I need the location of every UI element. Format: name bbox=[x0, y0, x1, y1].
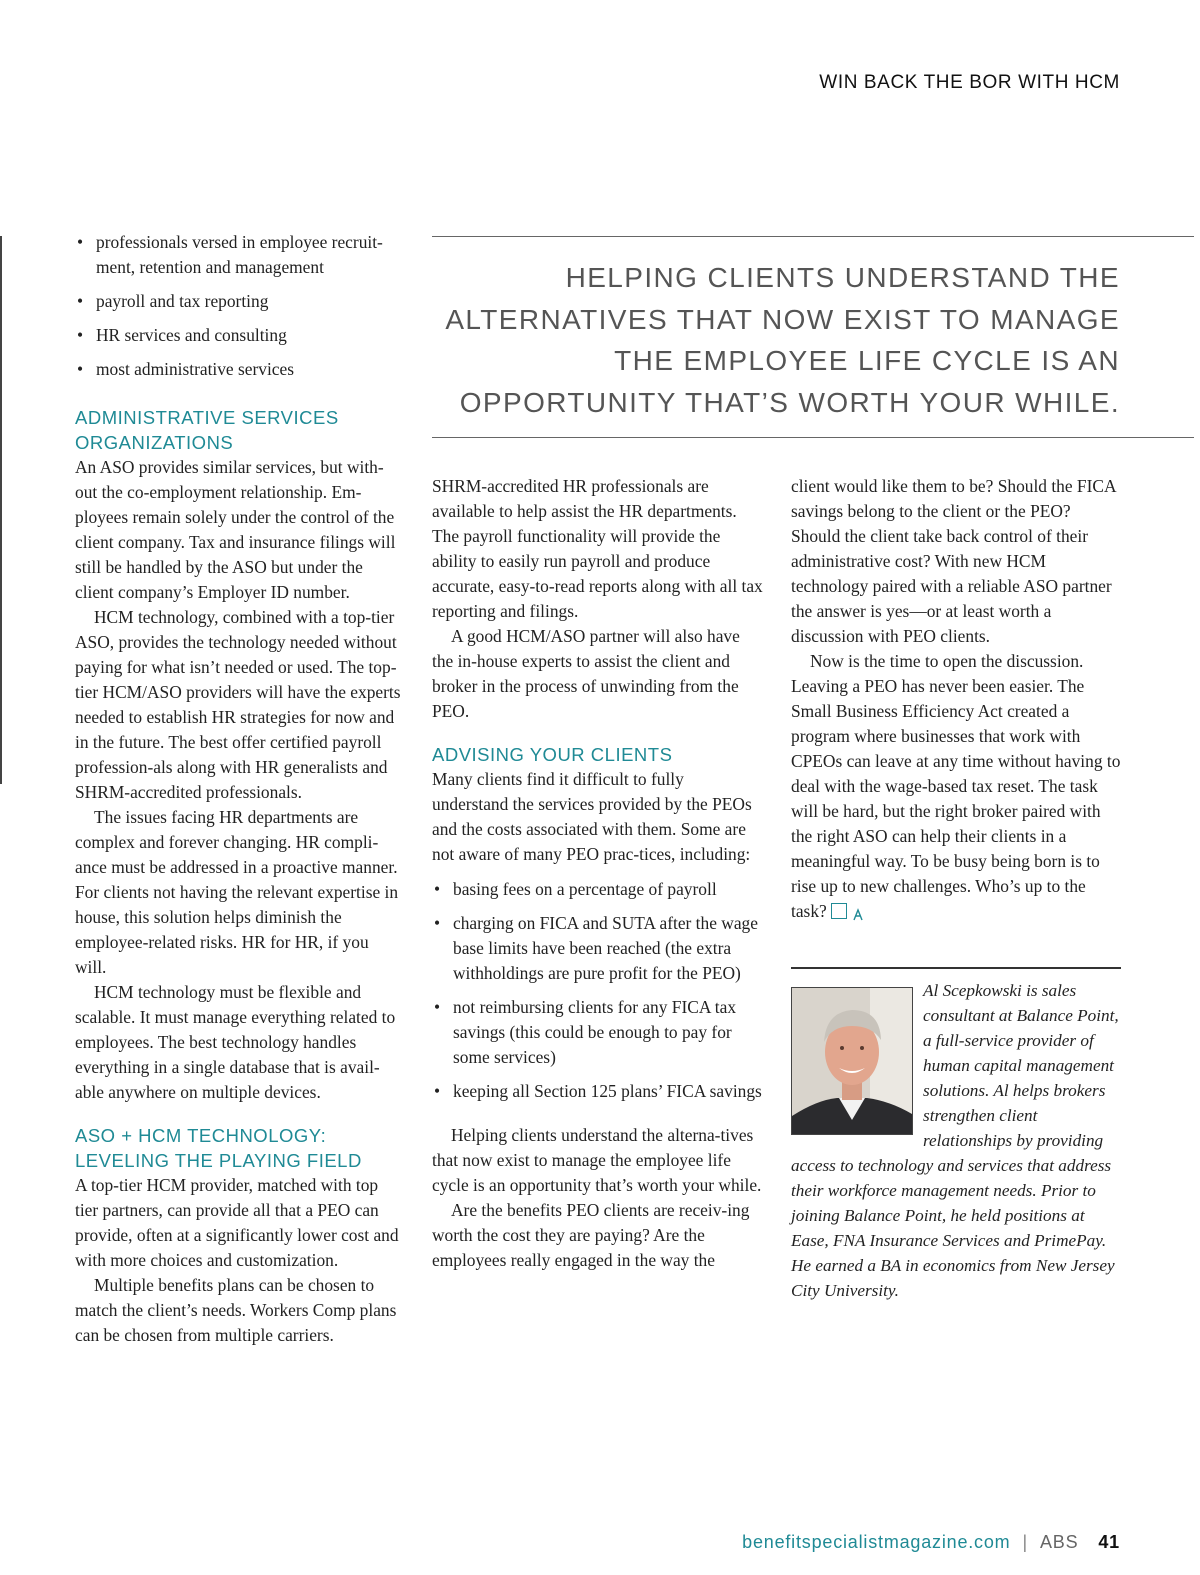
list-item: • professionals versed in employee recruit-ment, retention and management bbox=[75, 230, 403, 280]
list-item: • most administrative services bbox=[75, 357, 403, 382]
author-bio bbox=[791, 978, 1123, 1303]
body-paragraph: An ASO provides similar services, but with-out the co-employment relationship. Em-ployees remain solely under the control of the client company. Tax and insurance filings will still be handled by the ASO but under the client company’s Employer ID number. bbox=[75, 457, 396, 602]
page-number: 41 bbox=[1098, 1532, 1120, 1552]
page-footer bbox=[742, 1532, 1120, 1553]
list-item: • keeping all Section 125 plans’ FICA savings bbox=[432, 1079, 764, 1104]
column-1 bbox=[75, 230, 403, 1348]
list-item: • not reimbursing clients for any FICA tax savings (this could be enough to pay for some services) bbox=[432, 995, 764, 1070]
services-bullet-list bbox=[75, 230, 403, 382]
body-paragraph: client would like them to be? Should the FICA savings belong to the client or the PEO? Should the client take back control of their administrative cost? With new HCM technology paired with a reliable ASO partner the answer is yes—or at least worth a discussion with PEO clients. bbox=[791, 476, 1116, 646]
aso-subheading: ADMINISTRATIVE SERVICES ORGANIZATIONS bbox=[75, 407, 339, 453]
body-paragraph: Are the benefits PEO clients are receiv-ing worth the cost they are paying? Are the employees really engaged in the way the bbox=[432, 1200, 750, 1270]
body-paragraph: SHRM-accredited HR professionals are available to help assist the HR departments. The payroll functionality will provide the ability to easily run payroll and produce accurate, easy-to-read reports along with all tax reporting and filings. bbox=[432, 476, 763, 621]
body-paragraph: HCM technology, combined with a top-tier ASO, provides the technology needed without paying for what isn’t needed or used. The top-tier HCM/ASO providers will have the experts needed to establish HR strategies for now and in the future. The best offer certified payroll profession-als along with HR generalists and SHRM-accredited professionals. bbox=[75, 607, 401, 802]
bio-text: Al Scepkowski is sales consultant at Balance Point, a full-service provider of human capital management solutions. Al helps brokers strengthen client relationships by providing access to technology and services that address their workforce management needs. Prior to joining Balance Point, he held positions at Ease, FNA Insurance Services and PrimePay. He earned a BA in economics from New Jersey City University. bbox=[791, 981, 1119, 1300]
peo-practices-bullet-list bbox=[432, 877, 764, 1104]
body-paragraph: HCM technology must be flexible and scalable. It must manage everything related to employees. The best technology handles everything in a single database that is avail-able anywhere on multiple devices. bbox=[75, 982, 396, 1102]
closing-paragraph-text: Now is the time to open the discussion. Leaving a PEO has never been easier. The Small Business Efficiency Act created a program where businesses that work with CPEOs can leave at any time without having to deal with the wage-based tax reset. The task will be hard, but the right broker paired with the right ASO can help their clients in a meaningful way. To be busy being born is to rise up to new challenges. Who’s up to the task? bbox=[791, 651, 1121, 921]
body-paragraph bbox=[791, 649, 1123, 924]
body-paragraph: Helping clients understand the alterna-tives that now exist to manage the employee life cycle is an opportunity that’s worth your while. bbox=[432, 1125, 762, 1195]
list-item: • payroll and tax reporting bbox=[75, 289, 403, 314]
end-mark-icon bbox=[831, 903, 847, 919]
technology-subheading: ASO + HCM TECHNOLOGY: LEVELING THE PLAYING FIELD bbox=[75, 1125, 362, 1171]
pull-quote-text: HELPING CLIENTS UNDERSTAND THE ALTERNATIVES THAT NOW EXIST TO MANAGE THE EMPLOYEE LIFE CYCLE IS AN OPPORTUNITY THAT’S WORTH YOUR WHILE. bbox=[445, 262, 1120, 418]
list-item: • charging on FICA and SUTA after the wage base limits have been reached (the extra withholdings are pure profit for the PEO) bbox=[432, 911, 764, 986]
running-head: WIN BACK THE BOR WITH HCM bbox=[819, 72, 1120, 93]
pull-quote bbox=[432, 236, 1194, 438]
footer-magazine: ABS bbox=[1039, 1532, 1079, 1552]
body-paragraph: A good HCM/ASO partner will also have the in-house experts to assist the client and broker in the process of unwinding from the PEO. bbox=[432, 626, 740, 721]
body-paragraph: The issues facing HR departments are complex and forever changing. HR compli-ance must be addressed in a proactive manner. For clients not having the relevant expertise in house, this solution helps diminish the employee-related risks. HR for HR, if you will. bbox=[75, 807, 399, 977]
body-paragraph: A top-tier HCM provider, matched with top tier partners, can provide all that a PEO can provide, often at a significantly lower cost and with more choices and customization. bbox=[75, 1175, 399, 1270]
bio-divider bbox=[791, 967, 1121, 969]
column-3 bbox=[791, 474, 1123, 924]
left-margin-rule bbox=[0, 236, 2, 784]
column-2 bbox=[432, 474, 764, 1273]
list-item: • HR services and consulting bbox=[75, 323, 403, 348]
footer-website: benefitspecialistmagazine.com bbox=[742, 1532, 1011, 1552]
body-paragraph: Many clients find it difficult to fully understand the services provided by the PEOs and the costs associated with them. Some are not aware of many PEO prac-tices, including: bbox=[432, 769, 752, 864]
list-item: • basing fees on a percentage of payroll bbox=[432, 877, 764, 902]
body-paragraph: Multiple benefits plans can be chosen to match the client’s needs. Workers Comp plans can be chosen from multiple carriers. bbox=[75, 1275, 397, 1345]
author-photo bbox=[791, 987, 913, 1135]
footer-separator: | bbox=[1022, 1532, 1028, 1552]
advising-subheading: ADVISING YOUR CLIENTS bbox=[432, 744, 673, 765]
